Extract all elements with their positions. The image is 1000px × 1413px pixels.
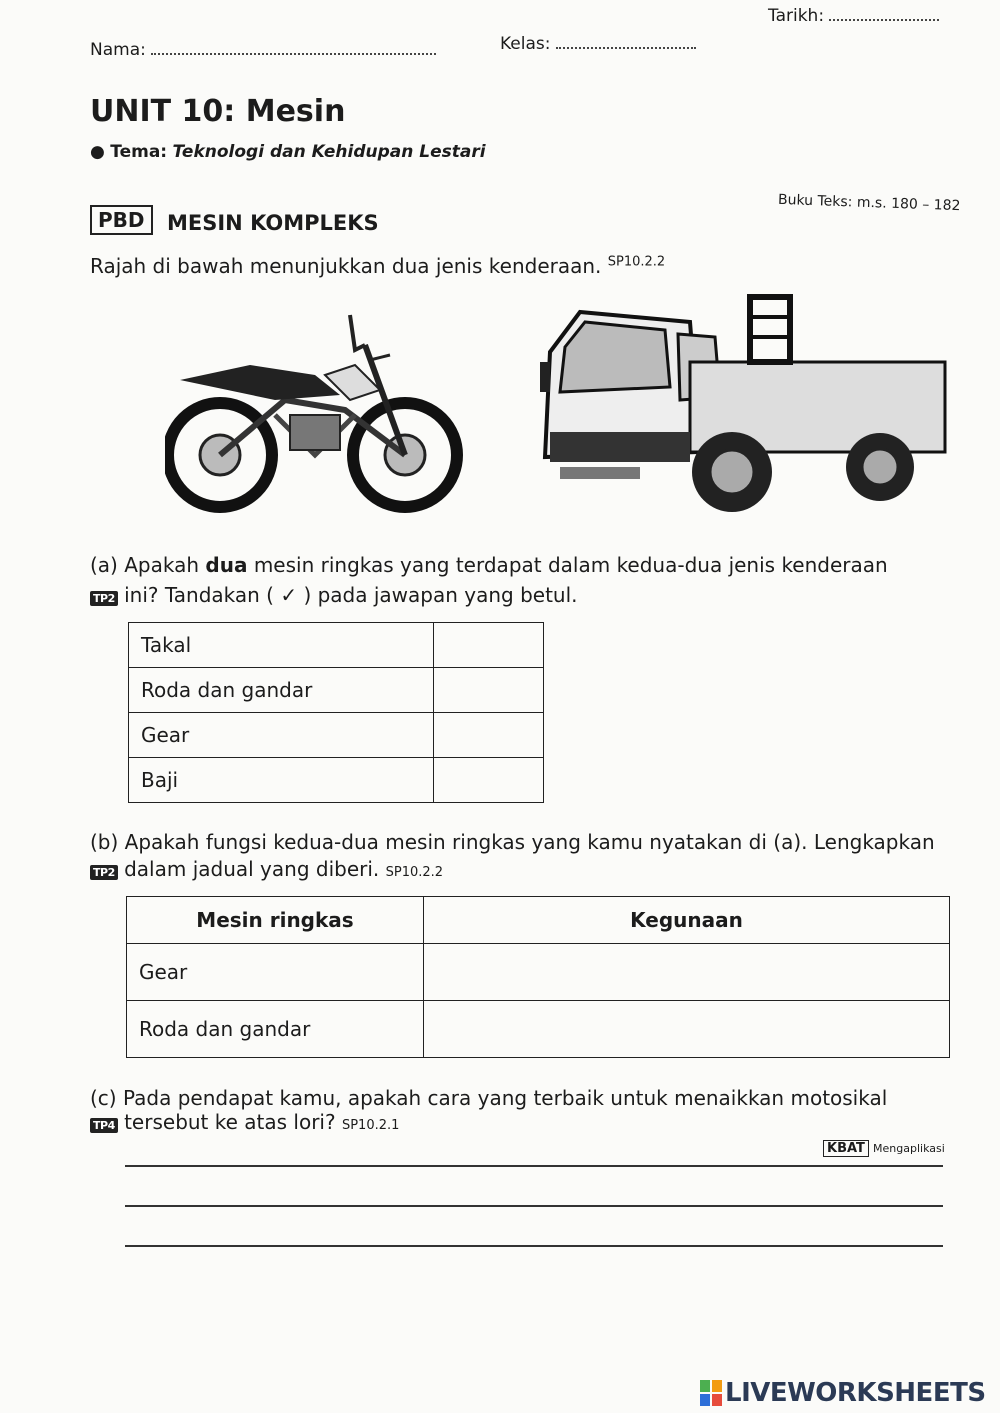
question-a-bold: dua: [205, 553, 248, 577]
tp-badge: TP2: [90, 865, 118, 880]
table-row: [127, 944, 950, 1001]
tarikh-label: Tarikh:: [768, 6, 825, 26]
tick-box[interactable]: [434, 623, 544, 668]
answer-cell[interactable]: [424, 1001, 950, 1058]
table-row: [127, 1001, 950, 1058]
question-b-text: Apakah fungsi kedua-dua mesin ringkas yang kamu nyatakan di (a). Lengkapkan: [124, 830, 935, 854]
kbat-label: Mengaplikasi: [873, 1142, 945, 1155]
tema-label: Tema:: [110, 142, 168, 162]
machine-name: Roda dan gandar: [127, 1001, 424, 1058]
question-a-line2: [90, 583, 578, 607]
question-c-line2: [90, 1110, 399, 1134]
liveworksheets-logo: [700, 1378, 986, 1408]
tarikh-field: [768, 6, 939, 26]
option-label: Roda dan gandar: [129, 668, 434, 713]
tick-box[interactable]: [434, 713, 544, 758]
tp-badge: TP4: [90, 1118, 118, 1133]
intro-code: SP10.2.2: [607, 254, 666, 270]
question-a-text-2: mesin ringkas yang terdapat dalam kedua-dua jenis kenderaan: [253, 553, 888, 577]
truck-image: [540, 292, 948, 524]
question-a-letter: (a): [90, 553, 118, 577]
kelas-label: Kelas:: [500, 34, 551, 54]
motorcycle-image: [165, 305, 470, 515]
tema-line: [90, 142, 486, 162]
nama-blank[interactable]: [151, 53, 436, 55]
table-row: [129, 758, 544, 803]
table-row: [129, 713, 544, 758]
col-mesin-ringkas: Mesin ringkas: [127, 897, 424, 944]
textbook-ref: Buku Teks: m.s. 180 – 182: [777, 191, 961, 215]
question-a-line1: [90, 553, 888, 577]
tema-value: Teknologi dan Kehidupan Lestari: [172, 142, 486, 162]
question-c-instruction: tersebut ke atas lori?: [124, 1110, 336, 1134]
question-b-code: SP10.2.2: [385, 865, 444, 880]
function-table: [126, 896, 950, 1058]
intro-line: [90, 254, 665, 278]
kbat-tag: [823, 1141, 945, 1156]
option-label: Gear: [129, 713, 434, 758]
answer-line[interactable]: [125, 1245, 943, 1247]
section-title: MESIN KOMPLEKS: [167, 211, 379, 235]
question-b-instruction: dalam jadual yang diberi.: [124, 857, 380, 881]
kelas-blank[interactable]: [556, 47, 696, 49]
answer-line[interactable]: [125, 1165, 943, 1167]
tarikh-blank[interactable]: [829, 19, 939, 21]
table-row: [129, 668, 544, 713]
question-c-text: Pada pendapat kamu, apakah cara yang terbaik untuk menaikkan motosikal: [122, 1086, 888, 1110]
intro-text: Rajah di bawah menunjukkan dua jenis kenderaan.: [90, 254, 602, 278]
question-b-line2: [90, 857, 443, 881]
nama-field: [90, 40, 436, 60]
unit-title: UNIT 10: Mesin: [90, 94, 346, 129]
table-row: [129, 623, 544, 668]
tick-box[interactable]: [434, 758, 544, 803]
table-header-row: [127, 897, 950, 944]
question-c-letter: (c): [90, 1086, 117, 1110]
machine-name: Gear: [127, 944, 424, 1001]
question-a-text-1: Apakah: [124, 553, 200, 577]
nama-label: Nama:: [90, 40, 146, 60]
question-a-instruction: ini? Tandakan ( ✓ ) pada jawapan yang betul.: [124, 583, 578, 607]
question-c-line1: [90, 1086, 887, 1110]
kelas-field: [500, 34, 696, 54]
question-b-line1: [90, 830, 935, 854]
tick-box[interactable]: [434, 668, 544, 713]
option-label: Takal: [129, 623, 434, 668]
question-c-code: SP10.2.1: [341, 1118, 400, 1133]
kbat-badge: KBAT: [823, 1140, 869, 1157]
option-label: Baji: [129, 758, 434, 803]
pbd-badge: PBD: [90, 205, 153, 235]
answer-line[interactable]: [125, 1205, 943, 1207]
options-table: [128, 622, 544, 803]
bullet-icon: ●: [90, 142, 105, 162]
answer-cell[interactable]: [424, 944, 950, 1001]
col-kegunaan: Kegunaan: [424, 897, 950, 944]
liveworksheets-icon: [700, 1380, 722, 1406]
liveworksheets-text: LIVEWORKSHEETS: [725, 1378, 986, 1408]
tp-badge: TP2: [90, 591, 118, 606]
question-b-letter: (b): [90, 830, 119, 854]
